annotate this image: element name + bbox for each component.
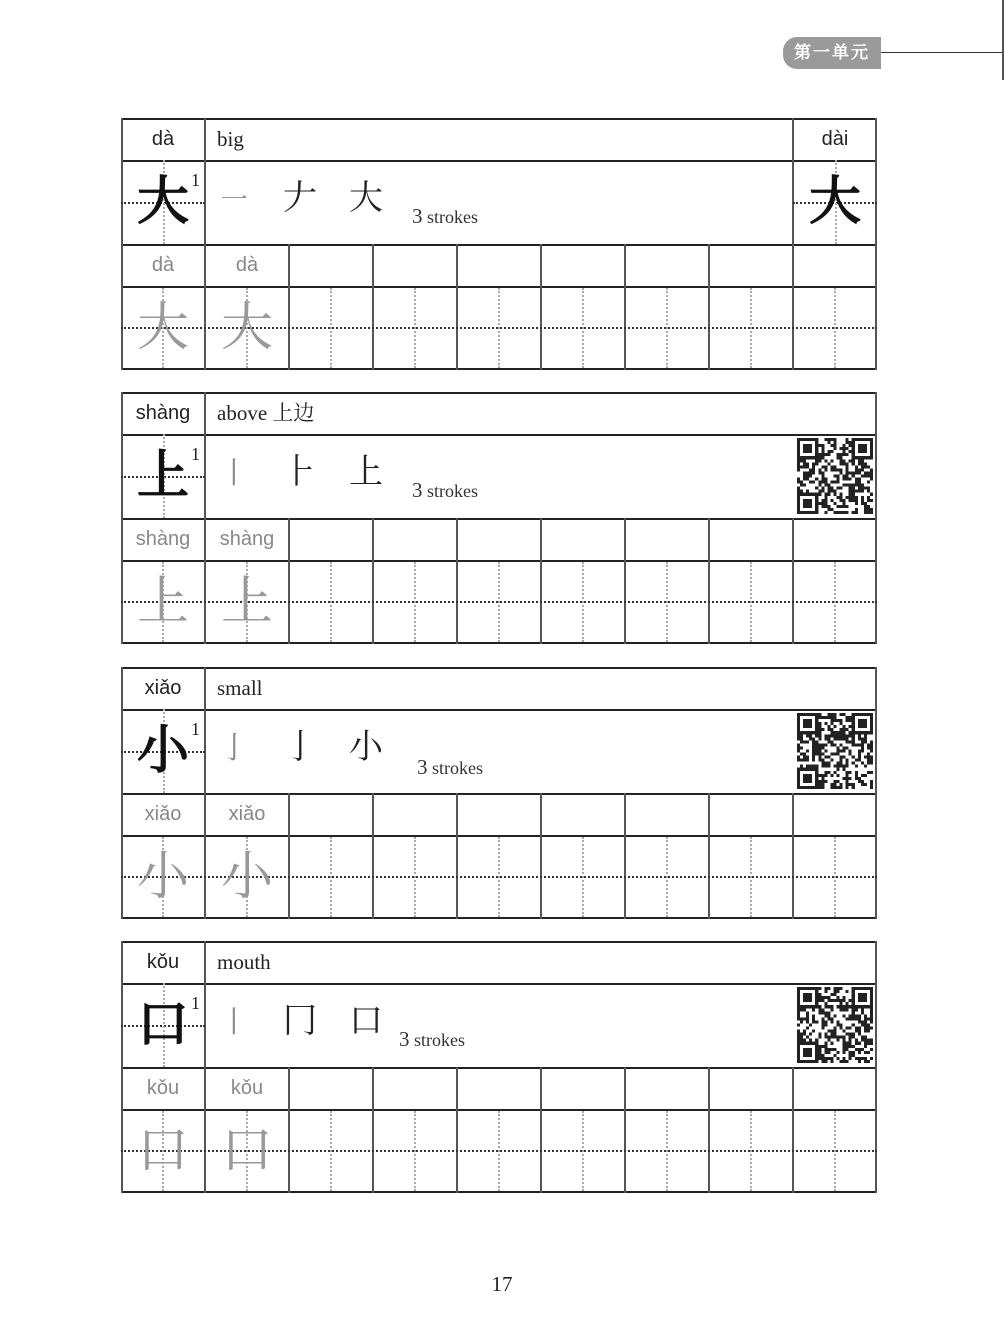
practice-writing-cell[interactable] <box>541 837 625 917</box>
practice-pinyin-cell[interactable] <box>373 520 457 560</box>
practice-pinyin: dà <box>151 254 175 276</box>
main-character: 口 <box>136 994 189 1055</box>
main-character: 大 <box>136 171 189 232</box>
stroke-count <box>412 478 478 503</box>
stroke-count-number: 3 <box>412 478 423 502</box>
stroke-step: 上 <box>349 452 383 492</box>
character-block <box>121 667 877 919</box>
stroke-step: 口 <box>349 1001 383 1041</box>
practice-writing-cell[interactable] <box>625 288 709 368</box>
meaning-label: above 上边 <box>217 401 315 425</box>
unit-tab: 第一单元 <box>783 37 881 69</box>
practice-guide-character: 上 <box>220 572 273 632</box>
practice-writing-cell[interactable] <box>457 1111 541 1191</box>
practice-guide-character: 大 <box>220 298 273 358</box>
practice-writing-cell[interactable] <box>793 837 877 917</box>
practice-writing-cell[interactable] <box>457 837 541 917</box>
practice-writing-cell[interactable] <box>709 1111 793 1191</box>
practice-guide-character: 口 <box>220 1121 273 1181</box>
stroke-step: 丨 <box>219 456 249 491</box>
practice-writing-cell[interactable] <box>625 1111 709 1191</box>
stroke-count-number: 3 <box>412 204 423 228</box>
stroke-index: 1 <box>191 444 200 464</box>
practice-pinyin-cell[interactable] <box>457 1069 541 1109</box>
practice-pinyin-cell[interactable] <box>625 246 709 286</box>
stroke-count <box>412 204 478 229</box>
practice-writing-cell[interactable] <box>625 562 709 642</box>
practice-writing-cell[interactable] <box>793 562 877 642</box>
practice-pinyin-cell[interactable] <box>289 520 373 560</box>
pinyin-label: shàng <box>135 402 191 424</box>
stroke-count-number: 3 <box>399 1027 410 1051</box>
practice-pinyin: shàng <box>219 528 275 550</box>
pinyin-label: xiǎo <box>144 677 182 699</box>
practice-writing-cell[interactable] <box>457 288 541 368</box>
practice-guide-character: 口 <box>136 1121 189 1181</box>
qr-code-icon[interactable] <box>797 987 873 1063</box>
qr-code-icon[interactable] <box>797 713 873 789</box>
practice-writing-cell[interactable] <box>373 562 457 642</box>
practice-pinyin-cell[interactable] <box>289 1069 373 1109</box>
unit-rule <box>881 52 1003 53</box>
practice-pinyin-cell[interactable] <box>541 795 625 835</box>
practice-writing-cell[interactable] <box>793 288 877 368</box>
practice-writing-cell[interactable] <box>541 562 625 642</box>
grid-line <box>121 434 877 436</box>
practice-pinyin: dà <box>235 254 259 276</box>
practice-pinyin-cell[interactable] <box>289 795 373 835</box>
practice-pinyin-cell[interactable] <box>625 1069 709 1109</box>
practice-writing-cell[interactable] <box>289 562 373 642</box>
practice-writing-cell[interactable] <box>373 837 457 917</box>
practice-pinyin-cell[interactable] <box>457 795 541 835</box>
practice-writing-cell[interactable] <box>625 837 709 917</box>
stroke-step: 亅 <box>219 731 249 766</box>
practice-pinyin-cell[interactable] <box>289 246 373 286</box>
qr-code-icon[interactable] <box>797 438 873 514</box>
practice-pinyin-cell[interactable] <box>793 246 877 286</box>
stroke-step: 亅 <box>283 727 317 767</box>
stroke-step: 大 <box>349 178 383 218</box>
practice-writing-cell[interactable] <box>541 1111 625 1191</box>
practice-writing-cell[interactable] <box>709 288 793 368</box>
variant-pinyin: dài <box>821 128 849 150</box>
practice-pinyin-cell[interactable] <box>625 795 709 835</box>
character-block <box>121 392 877 644</box>
stroke-count-text: strokes <box>409 1030 465 1050</box>
practice-pinyin-cell[interactable] <box>373 246 457 286</box>
pinyin-label: dà <box>151 128 175 150</box>
practice-writing-cell[interactable] <box>289 837 373 917</box>
meaning-label: mouth <box>217 950 271 974</box>
stroke-step: 丨 <box>219 1005 249 1040</box>
practice-writing-cell[interactable] <box>289 1111 373 1191</box>
stroke-step: 𠂇 <box>283 178 317 218</box>
stroke-count <box>399 1027 465 1052</box>
main-character: 上 <box>136 445 189 506</box>
stroke-step: ⺊ <box>283 452 317 492</box>
page-number: 17 <box>491 1272 513 1296</box>
practice-pinyin-cell[interactable] <box>793 520 877 560</box>
practice-guide-character: 上 <box>136 572 189 632</box>
practice-pinyin-cell[interactable] <box>373 795 457 835</box>
stroke-index: 1 <box>191 170 200 190</box>
practice-writing-cell[interactable] <box>289 288 373 368</box>
practice-pinyin: kǒu <box>146 1077 180 1099</box>
practice-writing-cell[interactable] <box>457 562 541 642</box>
practice-pinyin-cell[interactable] <box>373 1069 457 1109</box>
grid-line <box>121 709 877 711</box>
grid-line <box>121 160 877 162</box>
practice-pinyin-cell[interactable] <box>709 1069 793 1109</box>
character-block <box>121 941 877 1193</box>
practice-pinyin-cell[interactable] <box>541 1069 625 1109</box>
pinyin-label: kǒu <box>146 951 180 973</box>
practice-pinyin-cell[interactable] <box>793 795 877 835</box>
stroke-count-number: 3 <box>417 755 428 779</box>
practice-pinyin-cell[interactable] <box>709 795 793 835</box>
practice-pinyin: shàng <box>135 528 191 550</box>
practice-writing-cell[interactable] <box>709 837 793 917</box>
practice-writing-cell[interactable] <box>541 288 625 368</box>
practice-pinyin-cell[interactable] <box>625 520 709 560</box>
grid-line <box>121 983 877 985</box>
practice-writing-cell[interactable] <box>373 1111 457 1191</box>
practice-pinyin-cell[interactable] <box>541 520 625 560</box>
meaning-label: small <box>217 676 263 700</box>
practice-pinyin-cell[interactable] <box>457 246 541 286</box>
stroke-count <box>417 755 483 780</box>
stroke-step: ㇐ <box>219 182 249 217</box>
practice-pinyin-cell[interactable] <box>541 246 625 286</box>
practice-pinyin-cell[interactable] <box>793 1069 877 1109</box>
practice-pinyin: xiǎo <box>144 803 182 825</box>
practice-pinyin-cell[interactable] <box>457 520 541 560</box>
practice-pinyin: kǒu <box>230 1077 264 1099</box>
practice-guide-character: 小 <box>136 847 189 907</box>
stroke-count-text: strokes <box>422 207 478 227</box>
stroke-count-text: strokes <box>427 758 483 778</box>
practice-writing-cell[interactable] <box>709 562 793 642</box>
practice-pinyin-cell[interactable] <box>709 520 793 560</box>
main-character: 小 <box>136 720 189 781</box>
stroke-step: 小 <box>349 727 383 767</box>
variant-character: 大 <box>808 171 861 232</box>
practice-pinyin-cell[interactable] <box>709 246 793 286</box>
stroke-step: 冂 <box>283 1001 317 1041</box>
meaning-label: big <box>217 127 244 151</box>
page-edge <box>1002 0 1004 80</box>
practice-pinyin: xiǎo <box>228 803 266 825</box>
practice-guide-character: 大 <box>136 298 189 358</box>
practice-guide-character: 小 <box>220 847 273 907</box>
stroke-index: 1 <box>191 719 200 739</box>
stroke-index: 1 <box>191 993 200 1013</box>
character-block <box>121 118 877 370</box>
stroke-count-text: strokes <box>422 481 478 501</box>
practice-writing-cell[interactable] <box>793 1111 877 1191</box>
practice-writing-cell[interactable] <box>373 288 457 368</box>
